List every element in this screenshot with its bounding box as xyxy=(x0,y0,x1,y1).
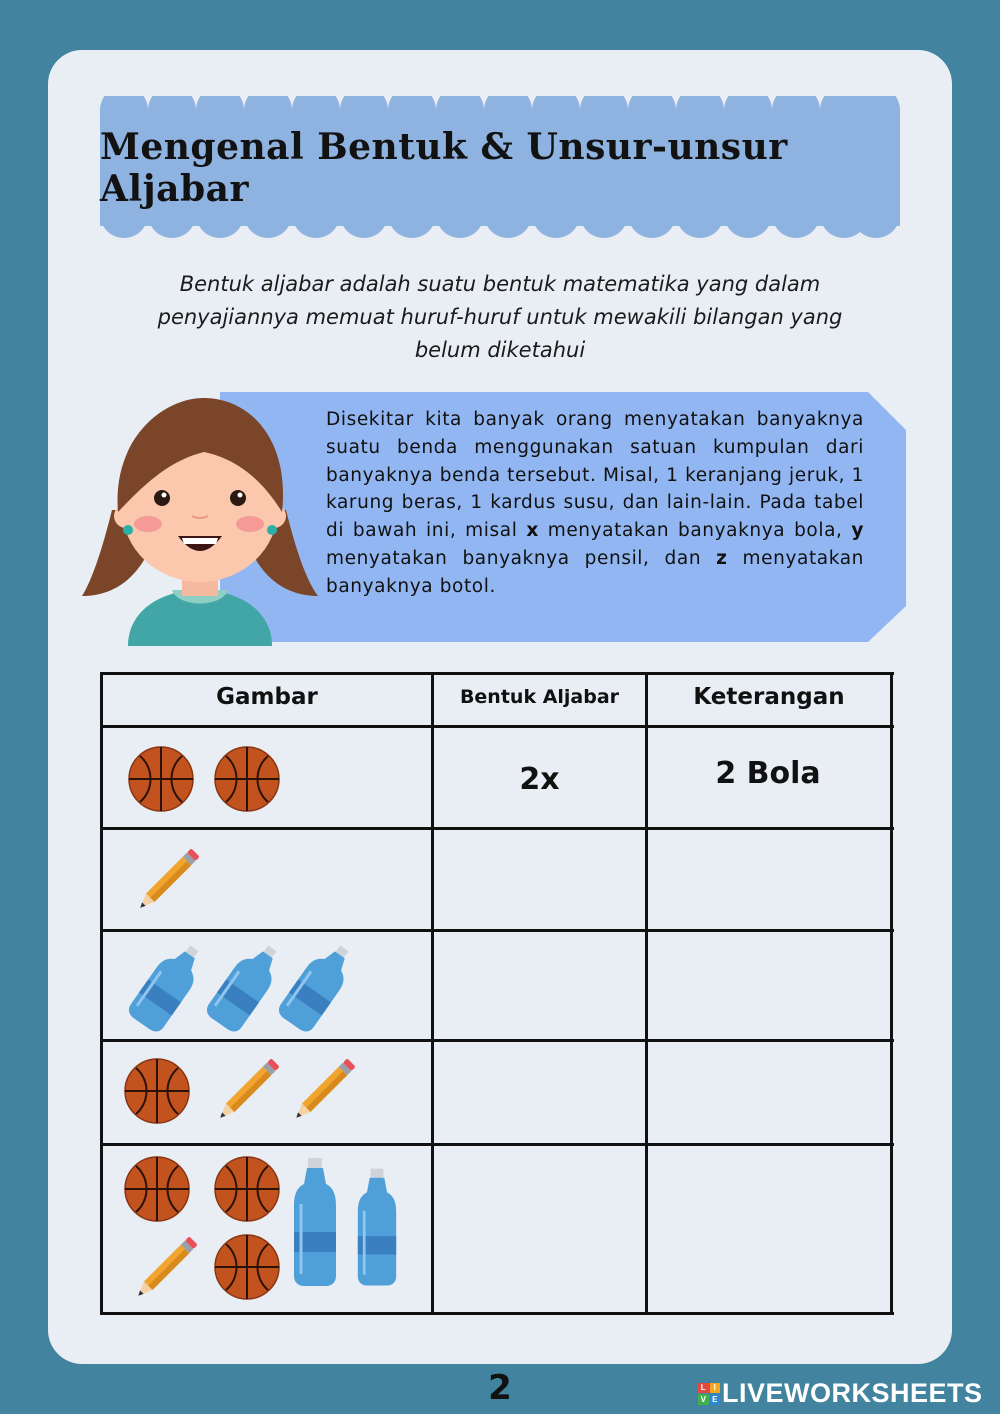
liveworksheets-brand[interactable] xyxy=(698,1378,983,1409)
variable-y: y xyxy=(851,520,864,542)
row5-bentuk-aljabar[interactable] xyxy=(434,1212,645,1248)
variable-x: x xyxy=(526,520,539,542)
page-number: 2 xyxy=(488,1368,512,1408)
pencil-icon xyxy=(132,1230,204,1302)
basketball-icon xyxy=(128,746,194,812)
pencil-icon xyxy=(214,1052,286,1124)
row3-keterangan[interactable] xyxy=(648,968,888,1004)
logo-letter: I xyxy=(710,1383,721,1394)
logo-letter: E xyxy=(710,1394,721,1405)
row5-keterangan[interactable] xyxy=(648,1212,888,1248)
girl-illustration-icon xyxy=(82,390,322,646)
row2-bentuk-aljabar[interactable] xyxy=(434,862,645,898)
header-bentuk-aljabar: Bentuk Aljabar xyxy=(459,686,620,708)
water-bottle-icon xyxy=(356,1168,398,1288)
basketball-icon xyxy=(214,1156,280,1222)
row3-bentuk-aljabar[interactable] xyxy=(434,968,645,1004)
pencil-icon xyxy=(290,1052,362,1124)
basketball-icon xyxy=(214,746,280,812)
logo-letter: V xyxy=(698,1394,709,1405)
basketball-icon xyxy=(124,1058,190,1124)
page-title: Mengenal Bentuk & Unsur-unsur Aljabar xyxy=(100,126,788,210)
algebra-table xyxy=(100,672,892,1314)
note-paragraph xyxy=(326,406,864,601)
row2-keterangan[interactable] xyxy=(648,862,888,898)
note-text-part: menyatakan banyaknya botol. xyxy=(326,547,864,597)
title-banner xyxy=(100,110,900,230)
note-text-part: menyatakan banyaknya pensil, dan xyxy=(326,547,717,569)
liveworksheets-logo-icon xyxy=(698,1383,720,1405)
basketball-icon xyxy=(214,1234,280,1300)
intro-definition: Bentuk aljabar adalah suatu bentuk matematika yang dalam penyajiannya memuat huruf-huruf untuk mewakili bilangan yang belum diketahui xyxy=(157,272,843,362)
note-text-part: menyatakan banyaknya bola, xyxy=(538,520,852,542)
variable-z: z xyxy=(716,547,728,569)
row4-bentuk-aljabar[interactable] xyxy=(434,1074,645,1110)
header-keterangan: Keterangan xyxy=(693,684,845,710)
basketball-icon xyxy=(124,1156,190,1222)
water-bottle-icon xyxy=(278,938,358,1034)
water-bottle-icon xyxy=(292,1158,338,1288)
water-bottle-icon xyxy=(128,938,208,1034)
logo-letter: L xyxy=(698,1383,709,1394)
brand-name: LIVEWORKSHEETS xyxy=(722,1378,983,1408)
water-bottle-icon xyxy=(206,938,286,1034)
row1-bentuk-aljabar[interactable]: 2x xyxy=(519,762,560,797)
pencil-icon xyxy=(134,842,206,914)
row1-keterangan[interactable]: 2 Bola xyxy=(715,756,821,791)
header-gambar: Gambar xyxy=(216,684,318,710)
note-text-part: Disekitar kita banyak orang menyatakan banyaknya suatu benda menggunakan satuan kumpulan dari banyaknya benda tersebut. Misal, 1 keranjang jeruk, 1 karung beras, 1 kardus susu, dan lain-lain. Pada tabel di bawah ini, misal xyxy=(326,409,864,542)
row4-keterangan[interactable] xyxy=(648,1074,888,1110)
